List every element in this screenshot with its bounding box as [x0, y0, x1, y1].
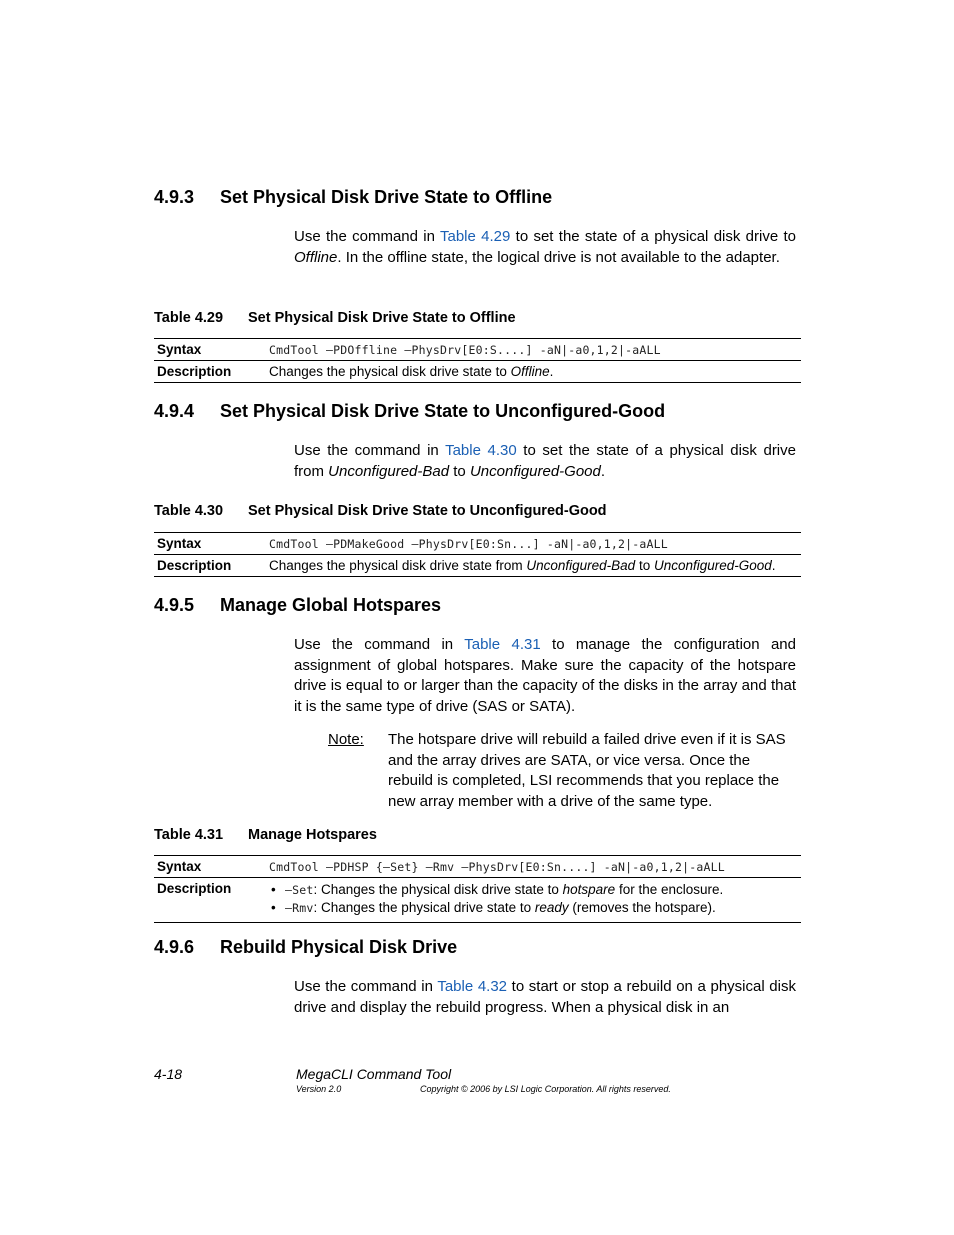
table-4-29 [154, 338, 801, 383]
table-link-4-31[interactable]: Table 4.31 [464, 636, 541, 653]
document-title: MegaCLI Command Tool [296, 1066, 452, 1082]
table-title: Manage Hotspares [248, 827, 377, 843]
text: . [771, 558, 776, 573]
text: to [449, 462, 470, 480]
bullet-icon: • [271, 882, 276, 897]
syntax-label: Syntax [154, 533, 266, 555]
description-label: Description [154, 878, 266, 923]
text: to start or stop a rebuild on a physical disk drive and display the rebuild progress. When a physical disk in an [294, 978, 796, 1016]
table-caption-4-30 [154, 503, 607, 519]
description-label: Description [154, 361, 266, 383]
version-text: Version 2.0 [296, 1084, 342, 1094]
table-4-31 [154, 855, 801, 923]
paragraph-4-9-4 [294, 441, 796, 482]
section-title: Set Physical Disk Drive State to Offline [220, 187, 553, 207]
list-item [271, 881, 798, 899]
syntax-cell [266, 856, 801, 878]
text: . [600, 462, 606, 480]
syntax-cell [266, 533, 801, 555]
section-number: 4.9.3 [154, 187, 195, 207]
list-item [271, 899, 798, 917]
table-4-30 [154, 532, 801, 577]
table-row [154, 533, 801, 555]
table-link-4-30[interactable]: Table 4.30 [445, 442, 517, 459]
table-title: Set Physical Disk Drive State to Unconfigured-Good [248, 503, 607, 519]
text: Use the command in [294, 978, 438, 995]
paragraph-4-9-3 [294, 227, 796, 268]
text: to [635, 558, 654, 573]
section-number: 4.9.5 [154, 595, 195, 615]
emphasis: hotspare [562, 882, 616, 897]
syntax-label: Syntax [154, 856, 266, 878]
bullet-list [269, 881, 798, 917]
table-number: Table 4.30 [154, 503, 224, 519]
text: to set the state of a physical disk drive from [294, 442, 796, 480]
description-cell [266, 555, 801, 577]
text: : Changes the physical drive state to [313, 900, 535, 915]
section-heading-4-9-6 [154, 937, 457, 958]
page-number: 4-18 [154, 1066, 183, 1082]
emphasis: Unconfigured-Good [469, 462, 601, 480]
table-title: Set Physical Disk Drive State to Offline [248, 310, 516, 326]
paragraph-4-9-6 [294, 977, 796, 1018]
table-row [154, 856, 801, 878]
emphasis: Unconfigured-Bad [526, 558, 636, 573]
copyright-text: Copyright © 2006 by LSI Logic Corporation. All rights reserved. [420, 1084, 671, 1094]
table-caption-4-31 [154, 827, 377, 843]
text: Use the command in [294, 442, 446, 459]
section-heading-4-9-3 [154, 187, 552, 208]
note-label: Note: [328, 731, 364, 748]
text: : Changes the physical disk drive state to [313, 882, 563, 897]
text: to set the state of a physical disk drive to [510, 228, 796, 245]
emphasis: ready [534, 900, 569, 915]
emphasis: Unconfigured-Good [653, 558, 772, 573]
emphasis: Offline [294, 248, 338, 266]
syntax-code: CmdTool –PDMakeGood –PhysDrv[E0:Sn...] -aN|-a0,1,2|-aALL [269, 537, 668, 551]
table-link-4-32[interactable]: Table 4.32 [437, 978, 508, 995]
text: Use the command in [294, 636, 465, 653]
section-title: Manage Global Hotspares [220, 595, 442, 615]
text: for the enclosure. [615, 882, 724, 897]
text: Changes the physical disk drive state from [269, 558, 527, 573]
inline-code: –Rmv [285, 901, 314, 915]
syntax-code: CmdTool –PDHSP {–Set} –Rmv –PhysDrv[E0:Sn....] -aN|-a0,1,2|-aALL [269, 860, 725, 874]
note-text: The hotspare drive will rebuild a failed drive even if it is SAS and the array drives are SATA, or vice versa. Once the rebuild is completed, LSI recommends that you replace the new array member with a drive of the same type. [388, 731, 786, 810]
paragraph-4-9-5 [294, 635, 796, 717]
text: Use the command in [294, 228, 440, 245]
section-heading-4-9-5 [154, 595, 441, 616]
bullet-icon: • [271, 900, 276, 915]
text: . [549, 364, 554, 379]
section-number: 4.9.6 [154, 937, 195, 957]
text: Changes the physical disk drive state to [269, 364, 511, 379]
table-row [154, 555, 801, 577]
section-heading-4-9-4 [154, 401, 665, 422]
table-row [154, 339, 801, 361]
text: . In the offline state, the logical drive is not available to the adapter. [337, 248, 780, 266]
syntax-cell [266, 339, 801, 361]
table-caption-4-29 [154, 310, 516, 326]
section-title: Set Physical Disk Drive State to Unconfigured-Good [220, 401, 666, 421]
note-block [328, 730, 796, 814]
description-cell [266, 878, 801, 923]
emphasis: Offline [510, 364, 550, 379]
syntax-code: CmdTool –PDOffline –PhysDrv[E0:S....] -aN|-a0,1,2|-aALL [269, 343, 661, 357]
table-row [154, 878, 801, 923]
description-cell [266, 361, 801, 383]
table-link-4-29[interactable]: Table 4.29 [440, 228, 511, 245]
table-number: Table 4.29 [154, 310, 224, 326]
emphasis: Unconfigured-Bad [328, 462, 450, 480]
table-row [154, 361, 801, 383]
inline-code: –Set [285, 883, 314, 897]
section-number: 4.9.4 [154, 401, 195, 421]
description-label: Description [154, 555, 266, 577]
table-number: Table 4.31 [154, 827, 224, 843]
section-title: Rebuild Physical Disk Drive [220, 937, 458, 957]
text: to manage the configuration and assignment of global hotspares. Make sure the capacity of the hotspare drive is equal to or larger than the capacity of the disks in the array and that it is the same type of drive (SAS or SATA). [294, 636, 796, 715]
syntax-label: Syntax [154, 339, 266, 361]
text: (removes the hotspare). [568, 900, 716, 915]
